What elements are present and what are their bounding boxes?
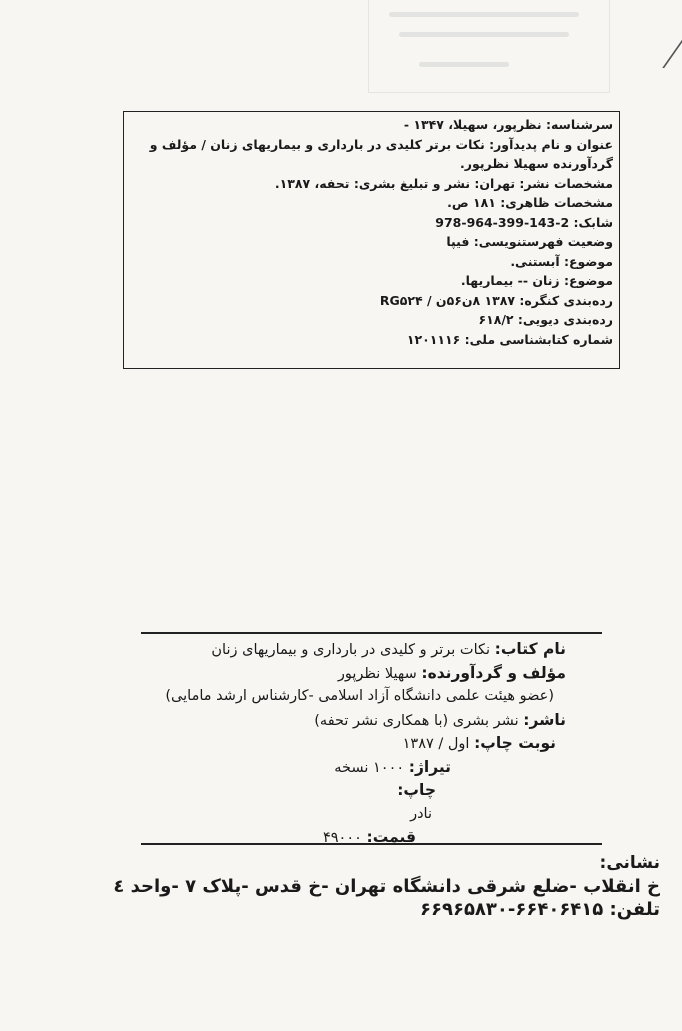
imprint-printer-value-row	[141, 803, 566, 827]
printer-value: نادر	[410, 805, 432, 822]
imprint-publisher-row	[141, 709, 566, 733]
cataloguing-in-publication-box	[123, 111, 620, 369]
cip-publication: مشخصات نشر: تهران: نشر و تبلیغ بشری: تحفه، ۱۳۸۷.	[274, 175, 613, 191]
cip-title: عنوان و نام پدیدآور: نکات برتر کلیدی در بارداری و بیماریهای زنان / مؤلف و	[149, 136, 613, 152]
edition-key: نوبت چاپ:	[474, 734, 556, 752]
imprint-author-note	[141, 685, 566, 709]
imprint-title-row	[141, 638, 566, 662]
author-key: مؤلف و گردآورنده:	[421, 663, 566, 682]
author-note: (عضو هیئت علمی دانشگاه آزاد اسلامی -کارشناس ارشد مامایی)	[165, 688, 554, 704]
cip-subject-2: موضوع: زنان -- بیماریها.	[460, 273, 613, 288]
author-value: سهیلا نظرپور	[337, 665, 417, 682]
cip-national-number: شماره کتابشناسی ملی: ۱۲۰۱۱۱۶	[406, 331, 613, 347]
stamp-remnant	[368, 0, 610, 93]
imprint-edition-row	[141, 732, 566, 756]
address-phone: تلفن: ۶۶۴۰۶۴۱۵-۶۶۹۶۵۸۳۰	[420, 899, 660, 920]
edition-value: اول / ۱۳۸۷	[402, 736, 470, 752]
cip-physical: مشخصات ظاهری: ۱۸۱ ص.	[447, 195, 613, 210]
cip-isbn: شابک: 2-143-399-964-978	[435, 214, 613, 230]
page-corner-mark	[652, 40, 682, 68]
title-value: نکات برتر و کلیدی در بارداری و بیماریهای زنان	[211, 642, 491, 658]
imprint-printer-row	[141, 779, 566, 803]
print-run-value: ۱۰۰۰ نسخه	[334, 759, 405, 776]
publisher-key: ناشر:	[523, 710, 566, 729]
price-value: ۴۹۰۰۰	[322, 830, 362, 846]
publisher-address	[113, 852, 660, 921]
imprint-price-row	[141, 826, 566, 850]
cip-subject-1: موضوع: آبستنی.	[510, 253, 613, 269]
cip-status: وضعیت فهرستنویسی: فیپا	[446, 234, 613, 249]
cip-lc-class: رده‌بندی کنگره: ۱۳۸۷ ۸ن۵۶ن / RG۵۲۴	[379, 292, 613, 308]
address-street: خ انقلاب -ضلع شرقی دانشگاه تهران -خ قدس -پلاک ۷ -واحد ٤	[113, 876, 660, 897]
cip-dewey: رده‌بندی دیویی: ۶۱۸/۲	[478, 312, 613, 327]
cip-heading: سرشناسه: نظرپور، سهیلا، ۱۳۴۷ -	[403, 117, 613, 132]
imprint-author-row	[141, 662, 566, 686]
publisher-value: نشر بشری (با همکاری نشر تحفه)	[314, 712, 519, 729]
cip-title-cont: گردآورنده سهیلا نظرپور.	[460, 156, 613, 171]
title-key: نام کتاب:	[494, 640, 566, 658]
imprint-top-rule	[141, 632, 602, 634]
printer-key: چاپ:	[397, 781, 436, 799]
imprint-bottom-rule	[141, 843, 602, 845]
imprint-details	[141, 638, 566, 850]
price-key: قیمت:	[366, 828, 416, 846]
print-run-key: تیراژ:	[408, 757, 451, 776]
address-label: نشانی:	[599, 853, 660, 873]
imprint-print-run-row	[141, 756, 566, 780]
bleed-through-text	[150, 520, 480, 556]
